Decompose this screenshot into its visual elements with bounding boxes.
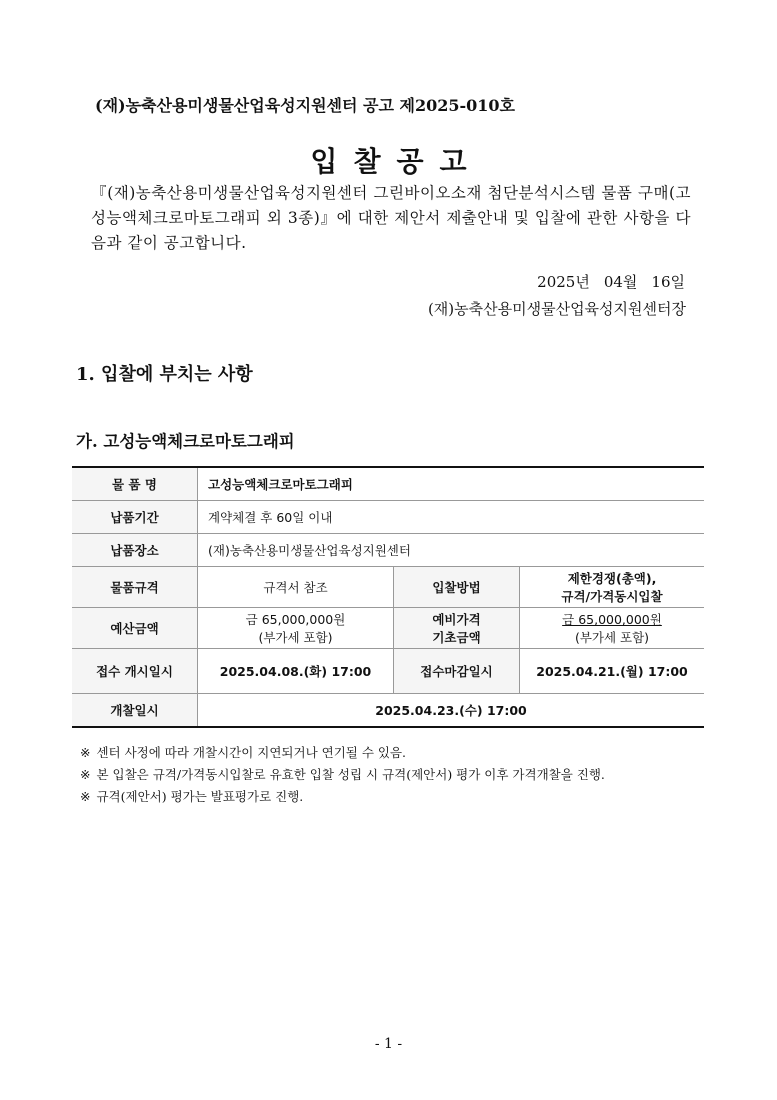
- opening-value: 2025.04.23.(수) 17:00: [198, 694, 705, 728]
- opening-label: 개찰일시: [72, 694, 198, 728]
- table-row: [72, 534, 704, 567]
- receipt-start-label: 접수 개시일시: [72, 649, 198, 694]
- delivery-period-value: 계약체결 후 60일 이내: [198, 501, 705, 534]
- issuer-name: (재)농축산용미생물산업육성지원센터장: [427, 300, 686, 318]
- spec-label: 물품규격: [72, 567, 198, 608]
- bid-method-value: [520, 567, 705, 608]
- delivery-place-label: 납품장소: [72, 534, 198, 567]
- budget-label: 예산금액: [72, 608, 198, 649]
- table-row: [72, 649, 704, 694]
- intro-paragraph: 『(재)농축산용미생물산업육성지원센터 그린바이오소재 첨단분석시스템 물품 구매(고성능액체크로마토그래피 외 3종)』에 대한 제안서 제출안내 및 입찰에 관한 사항을 다음과 같이 공고합니다.: [91, 184, 691, 252]
- receipt-end-label: 접수마감일시: [394, 649, 520, 694]
- reserve-price-value: [520, 608, 705, 649]
- budget-value: [198, 608, 394, 649]
- bid-method-line2: 규격/가격동시입찰: [561, 589, 663, 604]
- spec-value: 규격서 참조: [198, 567, 394, 608]
- reserve-label-line1: 예비가격: [432, 612, 481, 627]
- receipt-end-value: 2025.04.21.(월) 17:00: [520, 649, 705, 694]
- table-row: [72, 694, 704, 728]
- receipt-start-value: 2025.04.08.(화) 17:00: [198, 649, 394, 694]
- bid-info-table: [72, 466, 704, 728]
- reserve-amount: 금 65,000,000원: [562, 612, 662, 627]
- budget-vat-note: (부가세 포함): [258, 630, 333, 645]
- note-item: ※ 본 입찰은 규격/가격동시입찰로 유효한 입찰 성립 시 규격(제안서) 평가 이후 가격개찰을 진행.: [80, 764, 605, 786]
- section-heading: 1. 입찰에 부치는 사항: [76, 364, 253, 385]
- page-title: 입찰공고: [310, 145, 483, 178]
- bid-method-label: 입찰방법: [394, 567, 520, 608]
- notice-date-year: 2025년: [537, 273, 590, 291]
- page-number: - 1 -: [374, 1036, 403, 1052]
- notice-date-day: 16일: [651, 273, 685, 291]
- item-name-value: 고성능액체크로마토그래피: [198, 467, 705, 501]
- table-row: [72, 567, 704, 608]
- budget-amount: 금 65,000,000원: [245, 612, 346, 627]
- note-item: ※ 센터 사정에 따라 개찰시간이 지연되거나 연기될 수 있음.: [80, 742, 605, 764]
- table-row: [72, 501, 704, 534]
- reserve-price-label: [394, 608, 520, 649]
- subsection-heading: 가. 고성능액체크로마토그래피: [76, 432, 295, 451]
- delivery-period-label: 납품기간: [72, 501, 198, 534]
- table-row: [72, 608, 704, 649]
- notice-date: [537, 271, 685, 292]
- reserve-vat-note: (부가세 포함): [574, 630, 650, 645]
- delivery-place-value: (재)농축산용미생물산업육성지원센터: [198, 534, 705, 567]
- note-item: ※ 규격(제안서) 평가는 발표평가로 진행.: [80, 786, 605, 808]
- notice-date-month: 04월: [603, 273, 638, 291]
- bid-method-line1: 제한경쟁(총액),: [567, 571, 657, 586]
- notice-number: (재)농축산용미생물산업육성지원센터 공고 제2025-010호: [95, 96, 515, 115]
- notes-list: [80, 742, 605, 808]
- reserve-label-line2: 기초금액: [432, 630, 481, 645]
- item-name-label: 물 품 명: [72, 467, 198, 501]
- table-row: [72, 467, 704, 501]
